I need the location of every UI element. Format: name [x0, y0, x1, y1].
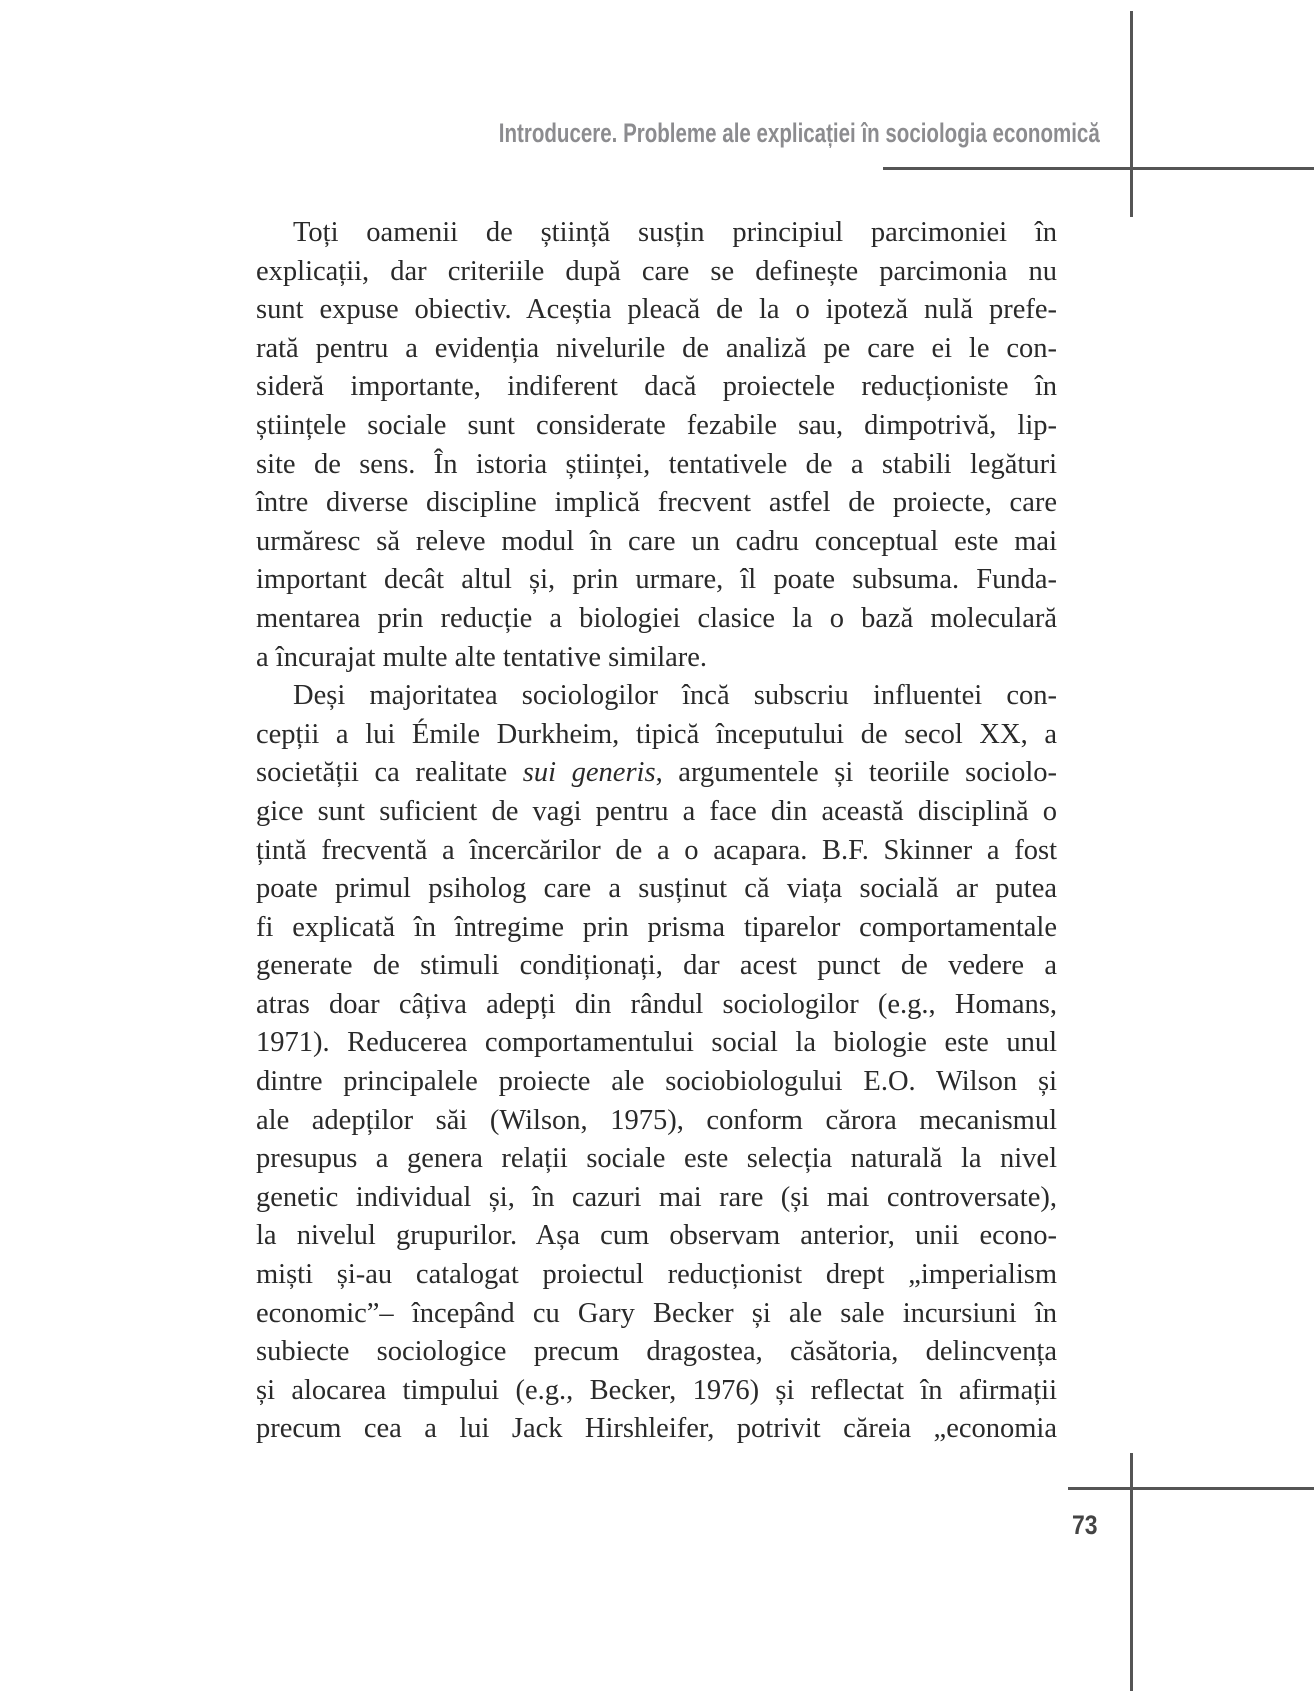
text-line: rată pentru a evidenția nivelurile de analiză pe care ei le con- [256, 332, 1057, 364]
crop-mark-top-vertical [1130, 11, 1133, 217]
text-line [256, 754, 1057, 793]
text-line: a încurajat multe alte tentative similare. [256, 641, 708, 673]
page-number: 73 [1072, 1510, 1098, 1540]
crop-mark-top-horizontal [883, 167, 1314, 170]
text-line: științele sociale sunt considerate fezabile sau, dimpotrivă, lip- [256, 409, 1057, 441]
text-line: 1971). Reducerea comportamentului social la biologie este unul [256, 1027, 1057, 1059]
text-line: explicații, dar criteriile după care se definește parcimonia nu [256, 255, 1057, 287]
text-segment: , argumentele și teoriile sociolo- [655, 757, 1057, 789]
body-text [256, 214, 1057, 1449]
text-line: presupus a genera relații sociale este selecția naturală la nivel [256, 1143, 1057, 1175]
paragraph-1 [256, 214, 1057, 677]
text-line: Deși majoritatea sociologilor încă subscriu influentei con- [293, 680, 1057, 712]
text-line: Toți oamenii de știință susțin principiul parcimoniei în [293, 217, 1057, 248]
text-line: genetic individual și, în cazuri mai rare (și mai controversate), [256, 1181, 1057, 1213]
text-line: și alocarea timpului (e.g., Becker, 1976) și reflectat în afirmații [256, 1374, 1057, 1406]
text-line: urmăresc să releve modul în care un cadru conceptual este mai [256, 525, 1057, 557]
text-line: poate primul psiholog care a susținut că viața socială ar putea [256, 873, 1057, 905]
text-line: între diverse discipline implică frecvent astfel de proiecte, care [256, 487, 1057, 519]
crop-mark-bottom-horizontal [1068, 1487, 1314, 1490]
text-line: fi explicată în întregime prin prisma tiparelor comportamentale [256, 911, 1057, 943]
text-line: economic”– începând cu Gary Becker și ale sale incursiuni în [256, 1297, 1057, 1329]
text-line: dintre principalele proiecte ale sociobiologului E.O. Wilson și [256, 1066, 1057, 1098]
text-line: țintă frecventă a încercărilor de a o acapara. B.F. Skinner a fost [256, 834, 1057, 866]
text-segment: societății ca realitate [256, 757, 523, 789]
text-line: miști și-au catalogat proiectul reducționist drept „imperialism [256, 1259, 1057, 1291]
text-line: mentarea prin reducție a biologiei clasice la o bază moleculară [256, 602, 1057, 634]
text-line: ale adepților săi (Wilson, 1975), conform cărora mecanismul [256, 1104, 1057, 1136]
text-line: subiecte sociologice precum dragostea, căsătoria, delincvența [256, 1336, 1057, 1368]
text-line: cepții a lui Émile Durkheim, tipică începutului de secol XX, a [256, 718, 1057, 750]
text-line: sunt expuse obiectiv. Aceștia pleacă de la o ipoteză nulă prefe- [256, 294, 1057, 326]
text-line: generate de stimuli condiționați, dar acest punct de vedere a [256, 950, 1057, 982]
text-line: la nivelul grupurilor. Așa cum observam anterior, unii econo- [256, 1220, 1057, 1252]
text-line: important decât altul și, prin urmare, îl poate subsuma. Funda- [256, 564, 1057, 596]
text-line: site de sens. În istoria științei, tentativele de a stabili legături [256, 448, 1057, 480]
paragraph-2 [256, 677, 1057, 1449]
text-line: gice sunt suficient de vagi pentru a face din această disciplină o [256, 795, 1057, 827]
text-line: precum cea a lui Jack Hirshleifer, potrivit căreia „economia [256, 1413, 1057, 1445]
italic-term: sui generis [522, 757, 656, 789]
running-head: Introducere. Probleme ale explicației în sociologia economică [499, 118, 1100, 148]
text-line: atras doar câțiva adepți din rândul sociologilor (e.g., Homans, [256, 988, 1057, 1020]
text-line: sideră importante, indiferent dacă proiectele reducționiste în [256, 371, 1057, 403]
